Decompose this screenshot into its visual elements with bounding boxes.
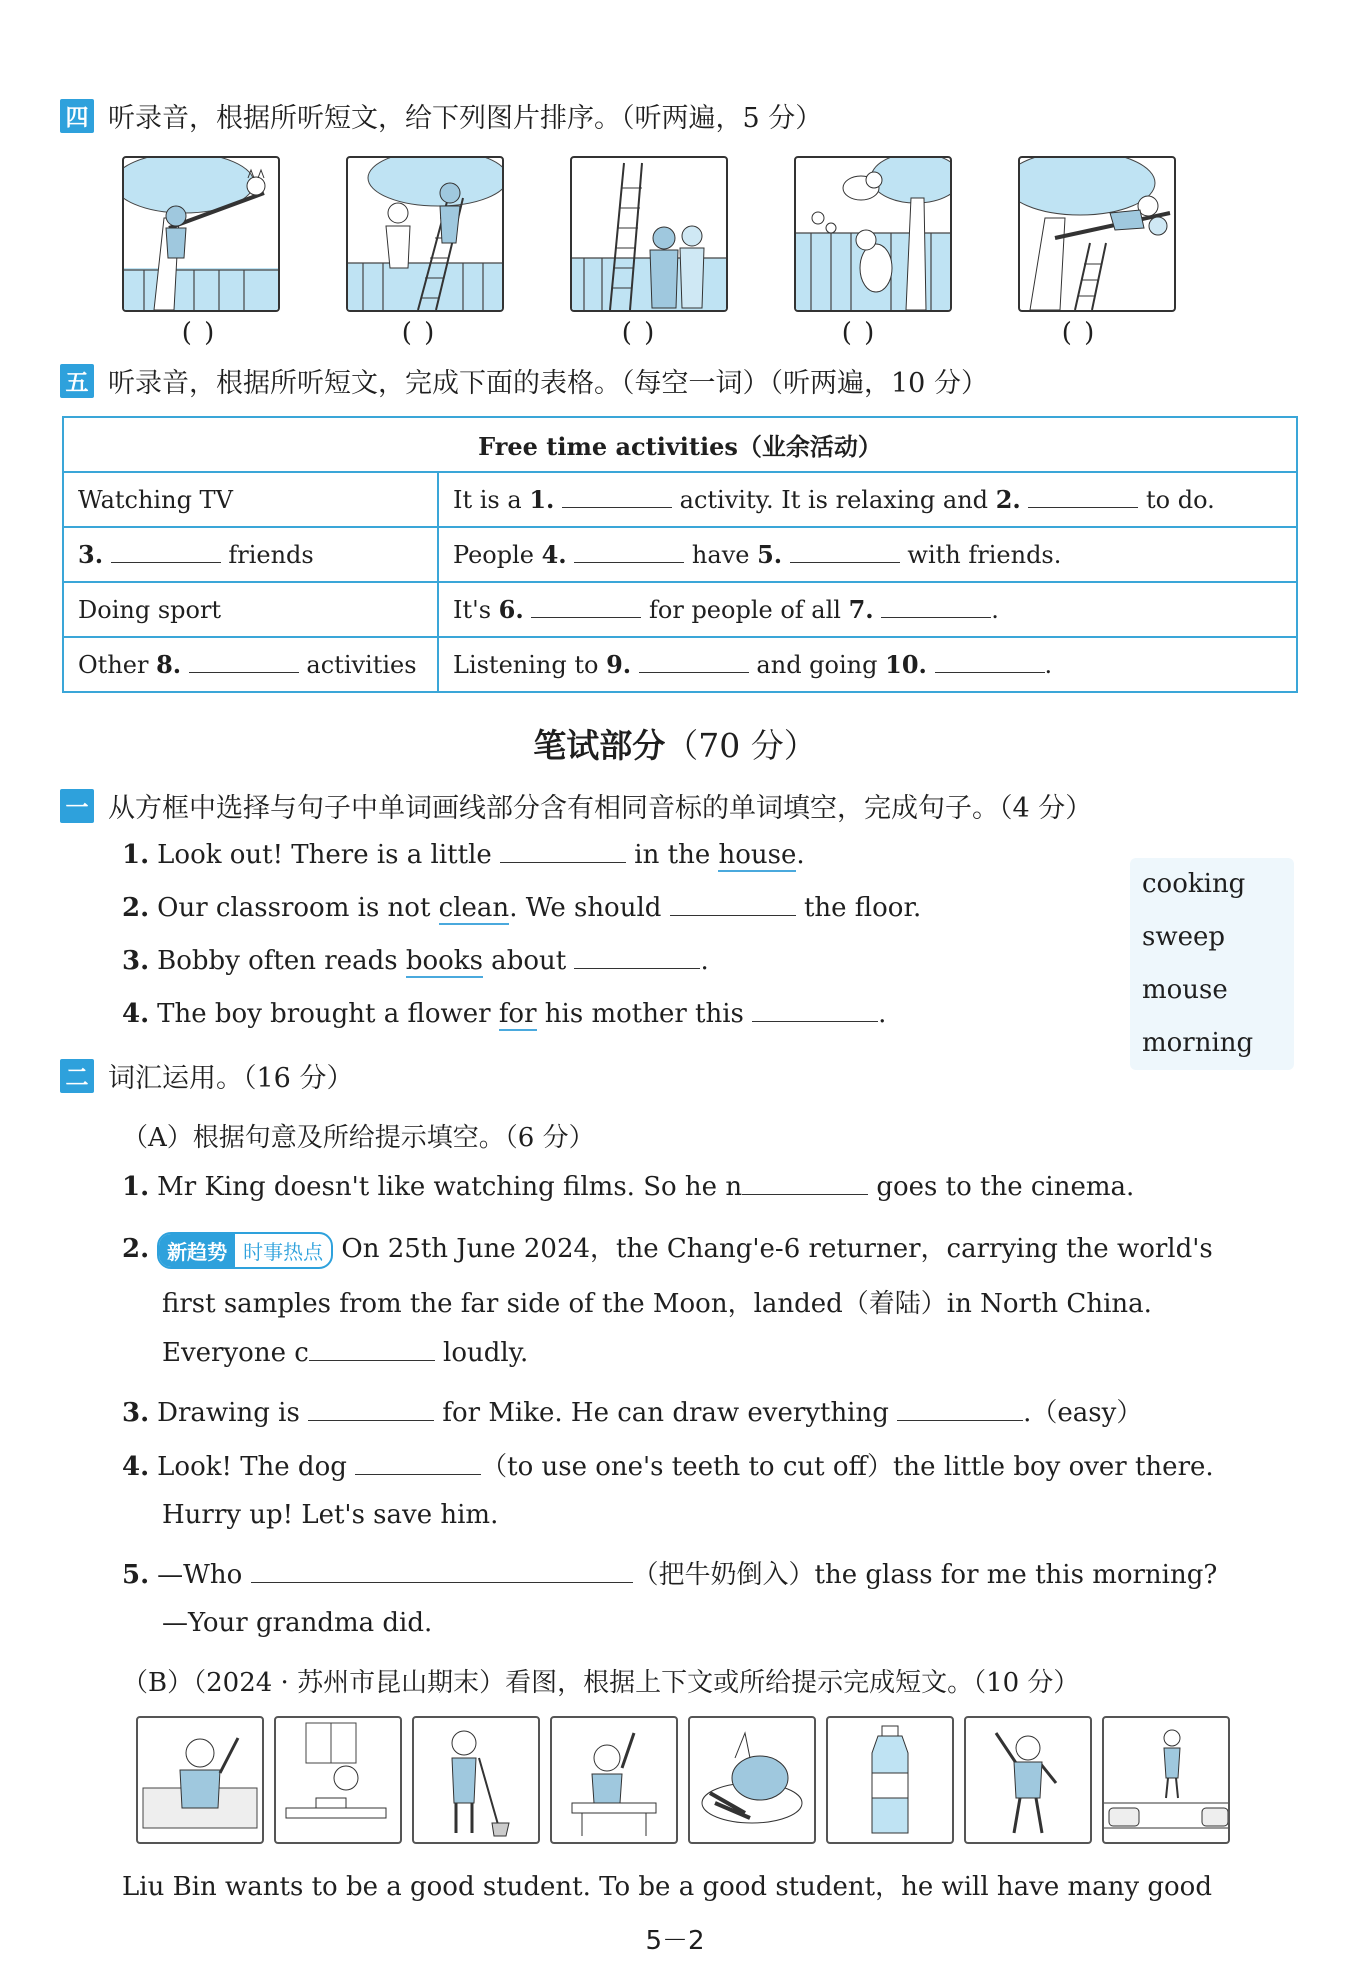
- table-row: [63, 637, 1297, 692]
- picture-row: [122, 156, 1176, 312]
- answer-blank[interactable]: [897, 1398, 1023, 1421]
- answer-row: [122, 318, 1156, 348]
- word-box: [1130, 858, 1294, 1070]
- section-title: 从方框中选择与句子中单词画线部分含有相同音标的单词填空，完成句子。（4 分）: [108, 793, 1093, 824]
- a-question-3: 3. Drawing is for Mike. He can draw everything .（easy）: [122, 1398, 1143, 1428]
- answer-blank[interactable]: [574, 946, 700, 969]
- a-question-5: 5. —Who （把牛奶倒入）the glass for me this morning?: [122, 1560, 1218, 1590]
- boy-exercising-picture: [964, 1716, 1092, 1844]
- question-1: 1. Look out! There is a little in the house.: [122, 840, 805, 870]
- table-cell: It's 6. for people of all 7. .: [438, 582, 1297, 637]
- table-cell: It is a 1. activity. It is relaxing and 2. to do.: [438, 472, 1297, 527]
- a-question-2: 2. 新趋势 时事热点 On 25th June 2024，the Chang'e-6 returner，carrying the world's: [122, 1228, 1213, 1269]
- section-badge: 二: [60, 1059, 94, 1093]
- firemen-with-ladder-picture: [570, 156, 728, 312]
- boy-stuck-in-tree-picture: [1018, 156, 1176, 312]
- answer-blank[interactable]: [1028, 485, 1138, 508]
- table-row: [63, 582, 1297, 637]
- answer-blank[interactable]: ( ): [401, 318, 437, 348]
- water-bottle-picture: [826, 1716, 954, 1844]
- answer-blank[interactable]: [189, 650, 299, 673]
- man-on-ladder-picture: [346, 156, 504, 312]
- a-question-1: 1. Mr King doesn't like watching films. So he n goes to the cinema.: [122, 1172, 1135, 1202]
- answer-blank[interactable]: [355, 1452, 481, 1475]
- answer-blank[interactable]: [531, 595, 641, 618]
- cat-jumps-dog-barks-picture: [794, 156, 952, 312]
- table-row: [63, 472, 1297, 527]
- question-2: 2. Our classroom is not clean. We should the floor.: [122, 893, 922, 923]
- a-question-5-line-2: —Your grandma did.: [162, 1608, 433, 1638]
- answer-blank[interactable]: [574, 540, 684, 563]
- word-option: sweep: [1142, 922, 1226, 952]
- answer-blank[interactable]: ( ): [181, 318, 217, 348]
- answer-blank[interactable]: [562, 485, 672, 508]
- answer-blank[interactable]: ( ): [621, 318, 657, 348]
- news-tag: 新趋势 时事热点: [157, 1232, 333, 1269]
- answer-blank[interactable]: [935, 650, 1045, 673]
- a-question-4-line-2: Hurry up! Let's save him.: [162, 1500, 499, 1530]
- table-header: Free time activities（业余活动）: [63, 417, 1297, 472]
- section-title: 词汇运用。（16 分）: [108, 1063, 354, 1094]
- answer-blank[interactable]: [639, 650, 749, 673]
- picture-strip: [136, 1716, 1230, 1844]
- answer-blank[interactable]: [670, 893, 796, 916]
- answer-blank[interactable]: [500, 840, 626, 863]
- passage-text: Liu Bin wants to be a good student. To be a good student，he will have many good: [122, 1872, 1212, 1902]
- section-title: 听录音，根据所听短文，完成下面的表格。（每空一词）（听两遍，10 分）: [108, 368, 988, 399]
- page-number: 5－2: [645, 1926, 705, 1956]
- boy-doing-homework-picture: [274, 1716, 402, 1844]
- table-cell: Watching TV: [63, 472, 438, 527]
- question-4: 4. The boy brought a flower for his mother this .: [122, 999, 887, 1029]
- question-3: 3. Bobby often reads books about .: [122, 946, 709, 976]
- answer-blank[interactable]: [752, 999, 878, 1022]
- section-badge: 一: [60, 789, 94, 823]
- vegetables-picture: [688, 1716, 816, 1844]
- table-cell: Other 8. activities: [63, 637, 438, 692]
- a-question-4: 4. Look! The dog （to use one's teeth to cut off）the little boy over there.: [122, 1452, 1214, 1482]
- table-cell: Listening to 9. and going 10. .: [438, 637, 1297, 692]
- boy-waking-up-picture: [136, 1716, 264, 1844]
- table-row: [63, 527, 1297, 582]
- section-title: 听录音，根据所听短文，给下列图片排序。（听两遍，5 分）: [108, 103, 823, 134]
- table-cell: 3. friends: [63, 527, 438, 582]
- boy-sweeping-picture: [412, 1716, 540, 1844]
- section-5-heading: [60, 361, 988, 400]
- written-section-title: [0, 720, 1350, 767]
- free-time-table: [62, 416, 1298, 693]
- answer-blank[interactable]: [790, 540, 900, 563]
- word-option: morning: [1142, 1028, 1254, 1058]
- answer-blank[interactable]: [308, 1398, 434, 1421]
- section-badge: 五: [60, 364, 94, 398]
- boy-in-tree-with-cat-picture: [122, 156, 280, 312]
- answer-blank[interactable]: [251, 1560, 633, 1583]
- section-4-heading: [60, 96, 822, 135]
- word-option: mouse: [1142, 975, 1228, 1005]
- part-1-heading: [60, 786, 1092, 825]
- sub-heading-a: （A）根据句意及所给提示填空。（6 分）: [122, 1123, 595, 1153]
- part-2-heading: [60, 1056, 353, 1095]
- written-title: 笔试部分: [533, 726, 666, 765]
- sub-heading-b: （B）（2024 · 苏州市昆山期末）看图，根据上下文或所给提示完成短文。（10 分）: [122, 1668, 1080, 1698]
- table-cell: People 4. have 5. with friends.: [438, 527, 1297, 582]
- a-question-2-line-2: first samples from the far side of the Moon，landed（着陆）in North China.: [162, 1289, 1152, 1319]
- table-cell: Doing sport: [63, 582, 438, 637]
- crossing-road-picture: [1102, 1716, 1230, 1844]
- boy-raising-hand-picture: [550, 1716, 678, 1844]
- a-question-2-line-3: Everyone c loudly.: [162, 1338, 529, 1368]
- written-score: （70 分）: [665, 726, 817, 765]
- section-badge: 四: [60, 99, 94, 133]
- answer-blank[interactable]: ( ): [1061, 318, 1097, 348]
- answer-blank[interactable]: [111, 540, 221, 563]
- answer-blank[interactable]: [742, 1172, 868, 1195]
- word-option: cooking: [1142, 869, 1246, 899]
- answer-blank[interactable]: ( ): [841, 318, 877, 348]
- answer-blank[interactable]: [881, 595, 991, 618]
- answer-blank[interactable]: [309, 1338, 435, 1361]
